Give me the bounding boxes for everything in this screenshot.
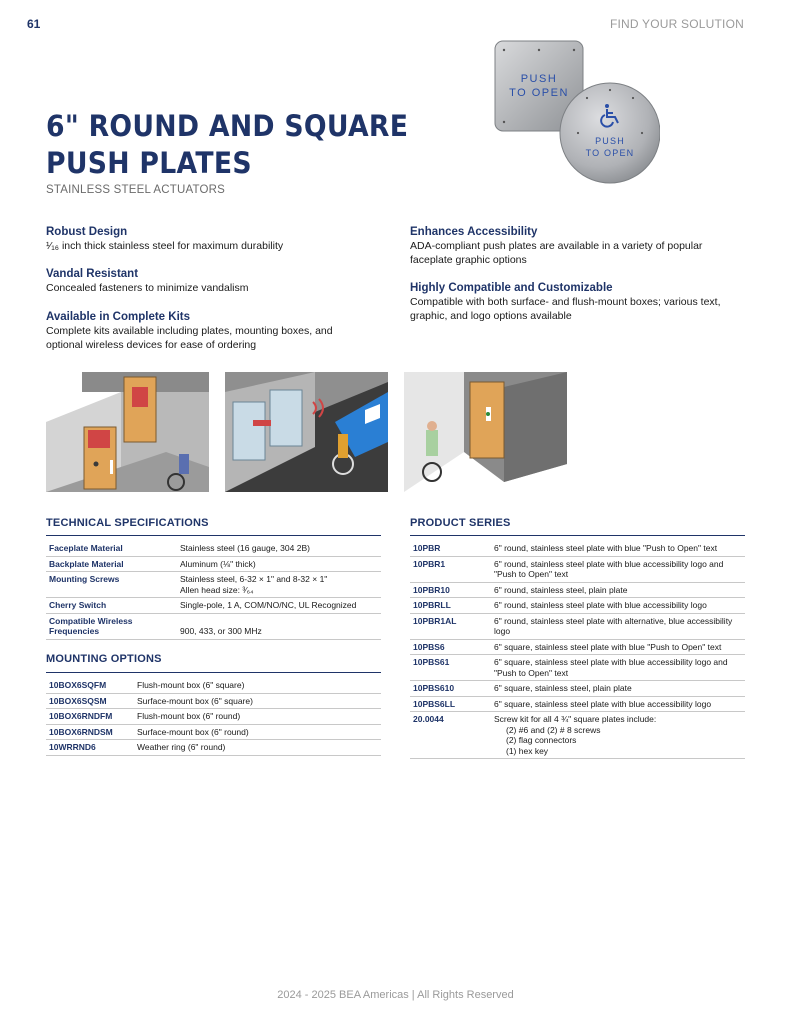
feature-text: ADA-compliant push plates are available in a variety of popular faceplate graphic options: [410, 240, 703, 266]
feature-title: Available in Complete Kits: [46, 311, 190, 323]
mounting-options-heading: MOUNTING OPTIONS: [46, 653, 162, 665]
title-line-1: 6" ROUND AND SQUARE: [46, 109, 409, 143]
title-line-2: PUSH PLATES: [46, 146, 252, 180]
spec-value: Aluminum (⅛" thick): [177, 556, 381, 572]
product-series-heading: PRODUCT SERIES: [410, 517, 511, 529]
table-row: [46, 541, 381, 556]
tech-specs-table: [46, 541, 381, 640]
table-row: [46, 740, 381, 756]
spec-value-line: Allen head size: ³⁄₆₄: [180, 584, 254, 595]
option-desc: Flush-mount box (6" square): [134, 678, 381, 693]
spec-label: Cherry Switch: [46, 598, 177, 614]
product-series-table: [410, 541, 745, 759]
feature-text: Concealed fasteners to minimize vandalism: [46, 282, 249, 294]
table-row: [410, 541, 745, 556]
series-desc: 6" square, stainless steel plate with blue accessibility logo and "Push to Open" text: [491, 655, 745, 681]
feature-title: Robust Design: [46, 226, 128, 238]
table-row: [46, 572, 381, 598]
table-row: [410, 613, 745, 639]
option-desc: Surface-mount box (6" square): [134, 693, 381, 709]
feature-title: Highly Compatible and Customizable: [410, 282, 613, 294]
series-desc-subline: (1) hex key: [506, 745, 549, 756]
option-desc: Weather ring (6" round): [134, 740, 381, 756]
series-code: 10PBR1AL: [410, 613, 491, 639]
series-code: 10PBRLL: [410, 598, 491, 614]
feature-complete-kits: [46, 310, 356, 352]
spec-value: Single-pole, 1 A, COM/NO/NC, UL Recognized: [177, 598, 381, 614]
mounting-options-table: [46, 678, 381, 756]
series-desc-line: Screw kit for all 4 ¾" square plates include:: [494, 714, 657, 724]
series-code: 10PBR10: [410, 582, 491, 598]
series-desc: 6" square, stainless steel, plain plate: [491, 681, 745, 697]
page-title: [46, 108, 414, 182]
spec-label: Compatible Wireless Frequencies: [46, 613, 177, 639]
table-row: [46, 598, 381, 614]
table-row: [46, 724, 381, 740]
spec-label: Faceplate Material: [46, 541, 177, 556]
spec-label: Mounting Screws: [46, 572, 177, 598]
table-row: [46, 693, 381, 709]
feature-title: Vandal Resistant: [46, 268, 139, 280]
series-desc: 6" round, stainless steel, plain plate: [491, 582, 745, 598]
option-code: 10BOX6RNDSM: [46, 724, 134, 740]
spec-value: 900, 433, or 300 MHz: [177, 613, 381, 639]
mounting-options-rule: [46, 672, 381, 673]
spec-value-line: Stainless steel, 6-32 × 1" and 8-32 × 1": [180, 574, 328, 584]
feature-vandal-resistant: [46, 267, 366, 295]
option-desc: Flush-mount box (6" round): [134, 709, 381, 725]
series-code: 20.0044: [410, 712, 491, 759]
round-plate-text-1: PUSH: [595, 136, 625, 146]
tech-specs-rule: [46, 535, 381, 536]
product-photo: [490, 38, 660, 188]
series-desc-subline: (2) flag connectors: [506, 735, 577, 745]
series-desc: 6" round, stainless steel plate with blue accessibility logo and "Push to Open" text: [491, 556, 745, 582]
series-code: 10PBS610: [410, 681, 491, 697]
series-code: 10PBR1: [410, 556, 491, 582]
page-number: 61: [27, 17, 41, 31]
series-desc-subline: (2) #6 and (2) # 8 screws: [506, 724, 601, 735]
table-row: [410, 681, 745, 697]
series-desc: 6" round, stainless steel plate with alternative, blue accessibility logo: [491, 613, 745, 639]
spec-label: Backplate Material: [46, 556, 177, 572]
round-plate-text-2: TO OPEN: [585, 148, 635, 158]
series-desc: 6" square, stainless steel plate with blue accessibility logo: [491, 696, 745, 712]
series-desc: 6" square, stainless steel plate with blue "Push to Open" text: [491, 639, 745, 655]
page-subtitle: STAINLESS STEEL ACTUATORS: [46, 184, 226, 196]
option-code: 10BOX6SQFM: [46, 678, 134, 693]
table-row: [410, 639, 745, 655]
option-code: 10BOX6SQSM: [46, 693, 134, 709]
table-row: [46, 678, 381, 693]
table-row: [46, 613, 381, 639]
spec-value: [177, 572, 381, 598]
illustration-hallway-doors: [46, 372, 209, 492]
option-desc: Surface-mount box (6" round): [134, 724, 381, 740]
series-code: 10PBS61: [410, 655, 491, 681]
square-plate-text-2: TO OPEN: [509, 87, 569, 99]
series-code: 10PBS6: [410, 639, 491, 655]
series-desc: [491, 712, 745, 759]
series-desc: 6" round, stainless steel plate with blue "Push to Open" text: [491, 541, 745, 556]
option-code: 10WRRND6: [46, 740, 134, 756]
feature-text: Compatible with both surface- and flush-mount boxes; various text, graphic, and logo options available: [410, 296, 721, 322]
table-row: [410, 598, 745, 614]
tech-specs-heading: TECHNICAL SPECIFICATIONS: [46, 517, 209, 529]
series-desc: 6" round, stainless steel plate with blue accessibility logo: [491, 598, 745, 614]
page-footer: 2024 - 2025 BEA Americas | All Rights Reserved: [277, 989, 514, 1001]
series-code: 10PBR: [410, 541, 491, 556]
table-row: [410, 696, 745, 712]
feature-robust-design: [46, 225, 366, 253]
table-row: [410, 582, 745, 598]
spec-value: Stainless steel (16 gauge, 304 2B): [177, 541, 381, 556]
illustration-single-door: [404, 372, 567, 492]
option-code: 10BOX6RNDFM: [46, 709, 134, 725]
table-row: [46, 556, 381, 572]
illustration-sliding-doors: [225, 372, 388, 492]
series-code: 10PBS6LL: [410, 696, 491, 712]
feature-compatible: [410, 281, 745, 323]
header-section-label: FIND YOUR SOLUTION: [609, 17, 744, 31]
feature-accessibility: [410, 225, 745, 267]
table-row: [410, 655, 745, 681]
feature-text: ¹⁄₁₆ inch thick stainless steel for maximum durability: [46, 240, 284, 252]
table-row: [46, 709, 381, 725]
table-row: [410, 712, 745, 759]
feature-text: Complete kits available including plates, mounting boxes, and optional wireless devices for ease of ordering: [46, 325, 333, 351]
table-row: [410, 556, 745, 582]
product-series-rule: [410, 535, 745, 536]
feature-title: Enhances Accessibility: [410, 226, 538, 238]
square-plate-text-1: PUSH: [520, 73, 558, 85]
